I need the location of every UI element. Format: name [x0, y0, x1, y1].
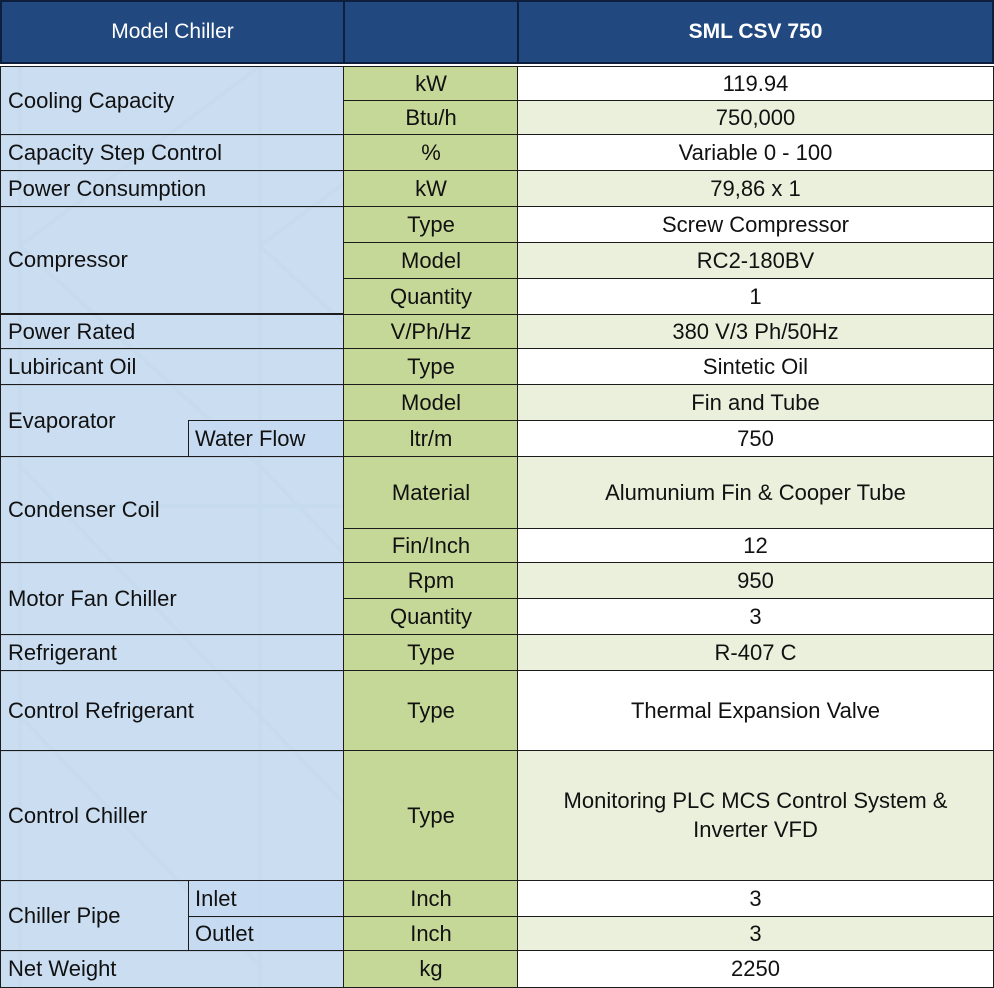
value-power-rated: 380 V/3 Ph/50Hz	[517, 314, 994, 350]
unit-water-flow: ltr/m	[343, 420, 519, 458]
value-cooling-kw: 119.94	[517, 66, 994, 102]
unit-condenser-material: Material	[343, 456, 519, 530]
label-control-refrigerant: Control Refrigerant	[0, 670, 345, 752]
unit-cooling-btu: Btu/h	[343, 100, 519, 136]
unit-compressor-quantity: Quantity	[343, 278, 519, 316]
value-lubricant-oil: Sintetic Oil	[517, 348, 994, 386]
value-refrigerant: R-407 C	[517, 634, 994, 672]
unit-control-chiller: Type	[343, 750, 519, 882]
unit-evaporator-model: Model	[343, 384, 519, 422]
unit-control-refrigerant: Type	[343, 670, 519, 752]
header-model-label: Model Chiller	[0, 0, 345, 64]
sublabel-water-flow: Water Flow	[188, 420, 345, 458]
header-model-value: SML CSV 750	[517, 0, 994, 64]
label-condenser-coil: Condenser Coil	[0, 456, 345, 564]
value-condenser-fin: 12	[517, 528, 994, 564]
value-control-refrigerant: Thermal Expansion Valve	[517, 670, 994, 752]
label-power-consumption: Power Consumption	[0, 170, 345, 208]
value-motor-fan-quantity: 3	[517, 598, 994, 636]
value-condenser-material: Alumunium Fin & Cooper Tube	[517, 456, 994, 530]
unit-capacity-step: %	[343, 134, 519, 172]
value-compressor-model: RC2-180BV	[517, 242, 994, 280]
unit-power-consumption: kW	[343, 170, 519, 208]
value-compressor-quantity: 1	[517, 278, 994, 316]
unit-condenser-fin: Fin/Inch	[343, 528, 519, 564]
label-compressor: Compressor	[0, 206, 345, 314]
sublabel-inlet: Inlet	[188, 880, 345, 918]
unit-refrigerant: Type	[343, 634, 519, 672]
label-motor-fan: Motor Fan Chiller	[0, 562, 345, 636]
unit-pipe-outlet: Inch	[343, 916, 519, 952]
sublabel-outlet: Outlet	[188, 916, 345, 952]
value-pipe-inlet: 3	[517, 880, 994, 918]
value-control-chiller-line1: Monitoring PLC MCS Control System &	[563, 788, 948, 814]
value-water-flow: 750	[517, 420, 994, 458]
value-control-chiller	[517, 750, 994, 882]
unit-net-weight: kg	[343, 950, 519, 988]
value-pipe-outlet: 3	[517, 916, 994, 952]
label-cooling-capacity: Cooling Capacity	[0, 66, 345, 136]
value-capacity-step: Variable 0 - 100	[517, 134, 994, 172]
unit-lubricant-oil: Type	[343, 348, 519, 386]
unit-power-rated: V/Ph/Hz	[343, 314, 519, 350]
unit-compressor-type: Type	[343, 206, 519, 244]
unit-motor-fan-quantity: Quantity	[343, 598, 519, 636]
unit-motor-fan-rpm: Rpm	[343, 562, 519, 600]
value-cooling-btu: 750,000	[517, 100, 994, 136]
label-lubricant-oil: Lubiricant Oil	[0, 348, 345, 386]
unit-cooling-kw: kW	[343, 66, 519, 102]
label-refrigerant: Refrigerant	[0, 634, 345, 672]
value-control-chiller-line2: Inverter VFD	[693, 817, 818, 842]
label-power-rated: Power Rated	[0, 314, 345, 350]
unit-compressor-model: Model	[343, 242, 519, 280]
label-chiller-pipe: Chiller Pipe	[0, 880, 345, 952]
label-capacity-step: Capacity Step Control	[0, 134, 345, 172]
label-control-chiller: Control Chiller	[0, 750, 345, 882]
value-power-consumption: 79,86 x 1	[517, 170, 994, 208]
header-unit-label	[343, 0, 519, 64]
unit-pipe-inlet: Inch	[343, 880, 519, 918]
value-compressor-type: Screw Compressor	[517, 206, 994, 244]
value-evaporator-model: Fin and Tube	[517, 384, 994, 422]
value-net-weight: 2250	[517, 950, 994, 988]
label-evaporator: Evaporator	[0, 384, 345, 458]
label-net-weight: Net Weight	[0, 950, 345, 988]
value-motor-fan-rpm: 950	[517, 562, 994, 600]
